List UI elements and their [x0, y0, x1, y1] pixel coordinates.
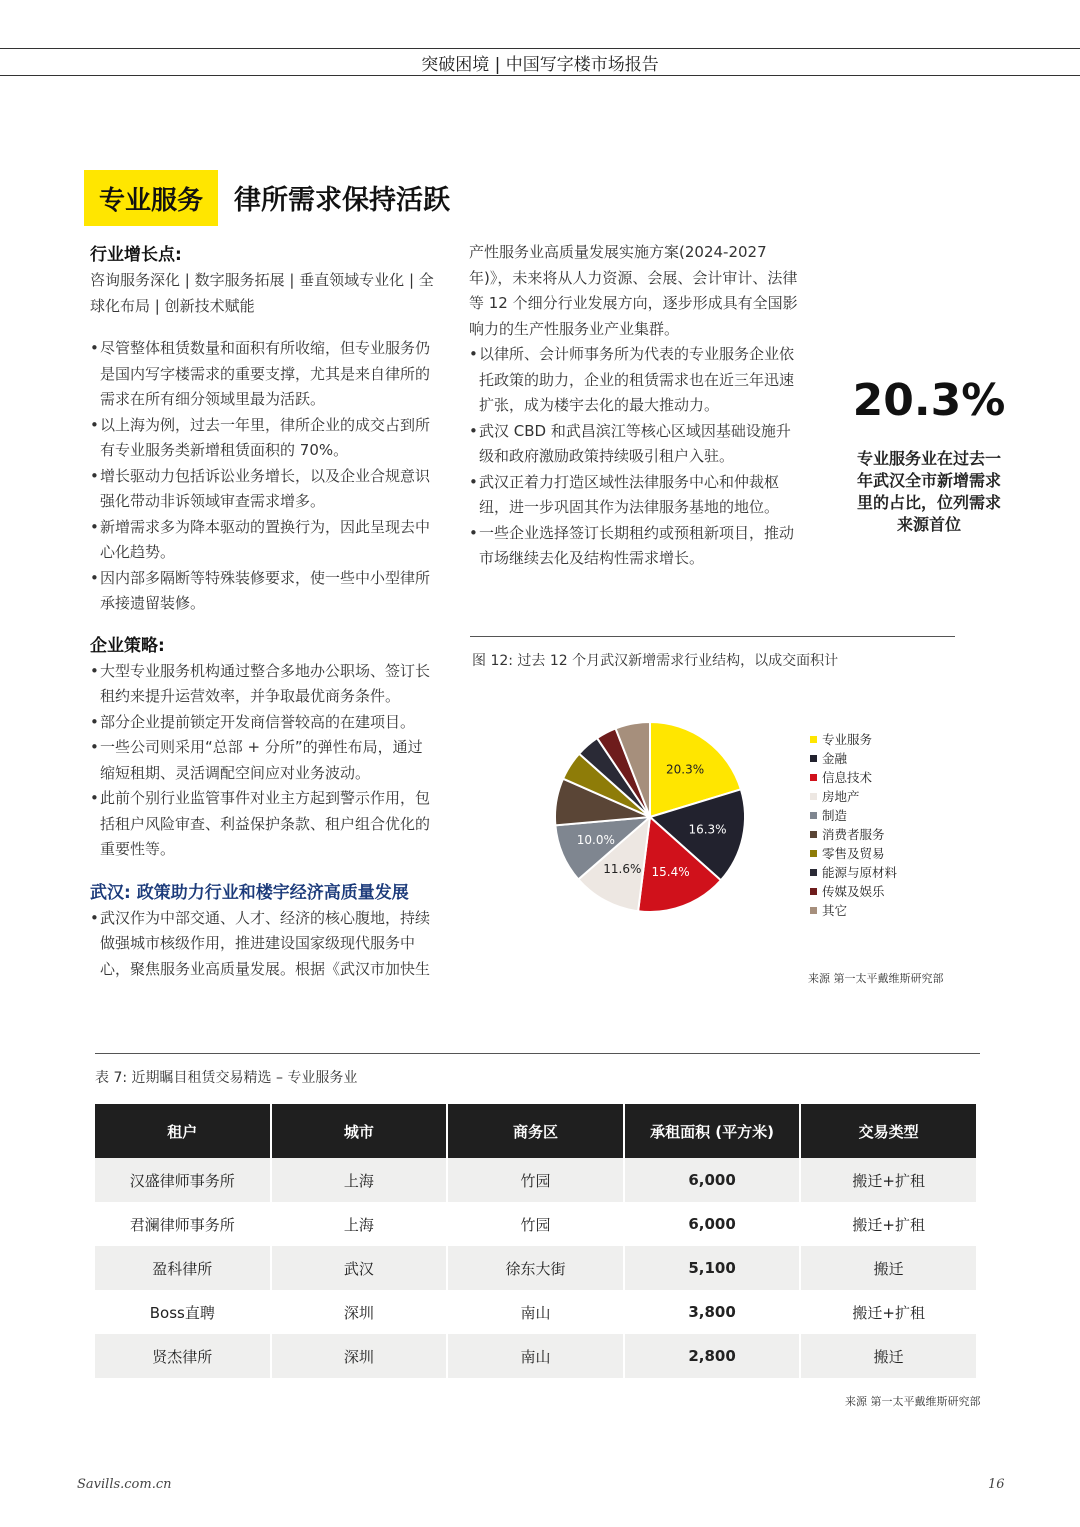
- cell-deal-type: 搬迁: [801, 1334, 976, 1378]
- figure-caption: 图 12: 过去 12 个月武汉新增需求行业结构，以成交面积计: [472, 653, 839, 669]
- industry-pie-chart: [545, 722, 755, 922]
- leasing-deals-table: [93, 1104, 978, 1378]
- spacer: [90, 319, 436, 336]
- cell-deal-type: 搬迁+扩租: [852, 1303, 925, 1322]
- legend-label: 制造: [822, 808, 848, 823]
- wuhan-heading: 武汉: 政策助力行业和楼宇经济高质量发展: [90, 882, 409, 903]
- legend-label: 金融: [822, 751, 848, 766]
- cell-area: 6,000: [625, 1158, 800, 1202]
- table-header-row: [95, 1104, 976, 1158]
- cell-deal-type: 搬迁+扩租: [801, 1158, 976, 1202]
- growth-text: 咨询服务深化 | 数字服务拓展 | 垂直领域专业化 | 全球化布局 | 创新技术赋能: [90, 271, 434, 315]
- section-tag: 专业服务: [84, 170, 218, 226]
- legend-item: [810, 863, 897, 882]
- report-header-title: 突破困境 | 中国写字楼市场报告: [421, 55, 659, 75]
- legend-label: 专业服务: [822, 732, 873, 747]
- legend-swatch: [810, 907, 817, 914]
- left-bullet: • 因内部多隔断等特殊装修要求，使一些中小型律所承接遗留装修。: [90, 566, 436, 617]
- cell-area: 5,100: [625, 1246, 800, 1290]
- cell-tenant: Boss直聘: [149, 1303, 215, 1322]
- table-row: [95, 1334, 976, 1378]
- column-header-district: 商务区: [448, 1104, 623, 1158]
- highlight-stat-description: 专业服务业在过去一年武汉全市新增需求里的占比，位列需求来源首位: [856, 449, 1001, 534]
- table-row: [95, 1158, 976, 1202]
- pie-data-label: 16.3%: [688, 822, 727, 837]
- legend-swatch: [810, 793, 817, 800]
- mid-bullet: • 一些企业选择签订长期租约或预租新项目，推动市场继续去化及结构性需求增长。: [469, 521, 805, 572]
- header-rule-bottom: [0, 75, 1080, 76]
- cell-deal-type: 搬迁+扩租: [852, 1215, 925, 1234]
- legend-label: 其它: [822, 903, 848, 918]
- cell-city: 上海: [343, 1215, 374, 1234]
- highlight-stat-value: 20.3%: [852, 375, 1006, 426]
- header-rule-top: [0, 48, 1080, 49]
- legend-item: [810, 749, 897, 768]
- legend-swatch: [810, 850, 817, 857]
- legend-swatch: [810, 869, 817, 876]
- column-header-city: 城市: [272, 1104, 447, 1158]
- cell-tenant: 君澜律师事务所: [129, 1215, 235, 1234]
- cell-deal-type: 搬迁: [801, 1246, 976, 1290]
- wuhan-continued-text: 产性服务业高质量发展实施方案(2024-2027 年)》，未来将从人力资源、会展、会计审计、法律等 12 个细分行业发展方向，逐步形成具有全国影响力的生产性服务业产业集群。: [469, 243, 798, 338]
- figure-source: 来源 第一太平戴维斯研究部: [808, 972, 944, 985]
- strategy-bullet: • 部分企业提前锁定开发商信誉较高的在建项目。: [90, 710, 436, 736]
- middle-column: [469, 240, 805, 572]
- spacer: [90, 863, 436, 881]
- legend-label: 房地产: [822, 789, 860, 804]
- legend-swatch: [810, 888, 817, 895]
- cell-city: 深圳: [272, 1334, 447, 1378]
- cell-city: 上海: [272, 1158, 447, 1202]
- strategy-bullet: • 一些公司则采用“总部 + 分所”的弹性布局，通过缩短租期、灵活调配空间应对业务波动。: [90, 735, 436, 786]
- cell-area: 6,000: [688, 1215, 736, 1233]
- cell-area: 2,800: [625, 1334, 800, 1378]
- pie-data-label: 15.4%: [651, 865, 690, 880]
- legend-item: [810, 806, 897, 825]
- cell-tenant: 贤杰律所: [95, 1334, 270, 1378]
- legend-item: [810, 730, 897, 749]
- legend-swatch: [810, 831, 817, 838]
- table-row: [95, 1202, 976, 1246]
- legend-item: [810, 844, 897, 863]
- pie-data-label: 20.3%: [666, 762, 705, 777]
- legend-swatch: [810, 755, 817, 762]
- column-header-deal-type: 交易类型: [801, 1104, 976, 1158]
- left-bullet: • 新增需求多为降本驱动的置换行为，因此呈现去中心化趋势。: [90, 515, 436, 566]
- legend-swatch: [810, 736, 817, 743]
- legend-swatch: [810, 774, 817, 781]
- legend-item: [810, 787, 897, 806]
- table-source: 来源 第一太平戴维斯研究部: [845, 1395, 981, 1408]
- left-bullet: • 尽管整体租赁数量和面积有所收缩，但专业服务仍是国内写字楼需求的重要支撑，尤其是来自律所的需求在所有细分领域里最为活跃。: [90, 336, 436, 413]
- pie-legend: [810, 730, 897, 920]
- mid-bullet: • 武汉 CBD 和武昌滨江等核心区域因基础设施升级和政府激励政策持续吸引租户入驻。: [469, 419, 805, 470]
- spacer: [90, 617, 436, 634]
- legend-item: [810, 882, 897, 901]
- cell-district: 竹园: [520, 1215, 551, 1234]
- table-row: [95, 1290, 976, 1334]
- left-bullet: • 以上海为例，过去一年里，律所企业的成交占到所有专业服务类新增租赁面积的 70%。: [90, 413, 436, 464]
- legend-swatch: [810, 812, 817, 819]
- pie-data-label: 10.0%: [576, 833, 615, 848]
- cell-city: 武汉: [272, 1246, 447, 1290]
- cell-district: 南山: [520, 1303, 551, 1322]
- section-title: 律所需求保持活跃: [234, 185, 450, 216]
- figure-rule: [470, 636, 955, 637]
- pie-data-label: 11.6%: [603, 862, 642, 876]
- cell-district: 徐东大街: [448, 1246, 623, 1290]
- left-column: [90, 243, 436, 982]
- footer-website[interactable]: Savills.com.cn: [77, 1477, 172, 1492]
- mid-bullet: • 以律所、会计师事务所为代表的专业服务企业依托政策的助力，企业的租赁需求也在近三年迅速扩张，成为楼宇去化的最大推动力。: [469, 342, 805, 419]
- legend-label: 传媒及娱乐: [822, 884, 885, 899]
- left-bullet: • 增长驱动力包括诉讼业务增长，以及企业合规意识强化带动非诉领域审查需求增多。: [90, 464, 436, 515]
- cell-area: 3,800: [688, 1303, 736, 1321]
- table-rule: [95, 1053, 980, 1054]
- cell-tenant: 盈科律所: [95, 1246, 270, 1290]
- strategy-bullet: • 大型专业服务机构通过整合多地办公职场、签订长租约来提升运营效率，并争取最优商务条件。: [90, 659, 436, 710]
- cell-city: 深圳: [343, 1303, 374, 1322]
- page-number: 16: [988, 1477, 1005, 1492]
- mid-bullet: • 武汉正着力打造区域性法律服务中心和仲裁枢纽，进一步巩固其作为法律服务基地的地位。: [469, 470, 805, 521]
- cell-district: 竹园: [448, 1158, 623, 1202]
- wuhan-bullet: • 武汉作为中部交通、人才、经济的核心腹地，持续做强城市核级作用，推进建设国家级现代服务中心，聚焦服务业高质量发展。根据《武汉市加快生: [90, 906, 436, 983]
- strategy-heading: 企业策略:: [90, 635, 165, 656]
- legend-item: [810, 825, 897, 844]
- legend-label: 消费者服务: [822, 827, 885, 842]
- strategy-bullet: • 此前个别行业监管事件对业主方起到警示作用，包括租户风险审查、利益保护条款、租户组合优化的重要性等。: [90, 786, 436, 863]
- table-caption: 表 7: 近期瞩目租赁交易精选 – 专业服务业: [95, 1070, 358, 1086]
- column-header-tenant: 租户: [95, 1104, 270, 1158]
- legend-label: 信息技术: [822, 770, 873, 785]
- cell-tenant: 汉盛律师事务所: [95, 1158, 270, 1202]
- legend-label: 能源与原材料: [822, 865, 898, 880]
- legend-item: [810, 901, 897, 920]
- table-row: [95, 1246, 976, 1290]
- cell-district: 南山: [448, 1334, 623, 1378]
- growth-heading: 行业增长点:: [90, 245, 182, 265]
- legend-item: [810, 768, 897, 787]
- legend-label: 零售及贸易: [822, 846, 885, 861]
- column-header-area: 承租面积 (平方米): [625, 1104, 800, 1158]
